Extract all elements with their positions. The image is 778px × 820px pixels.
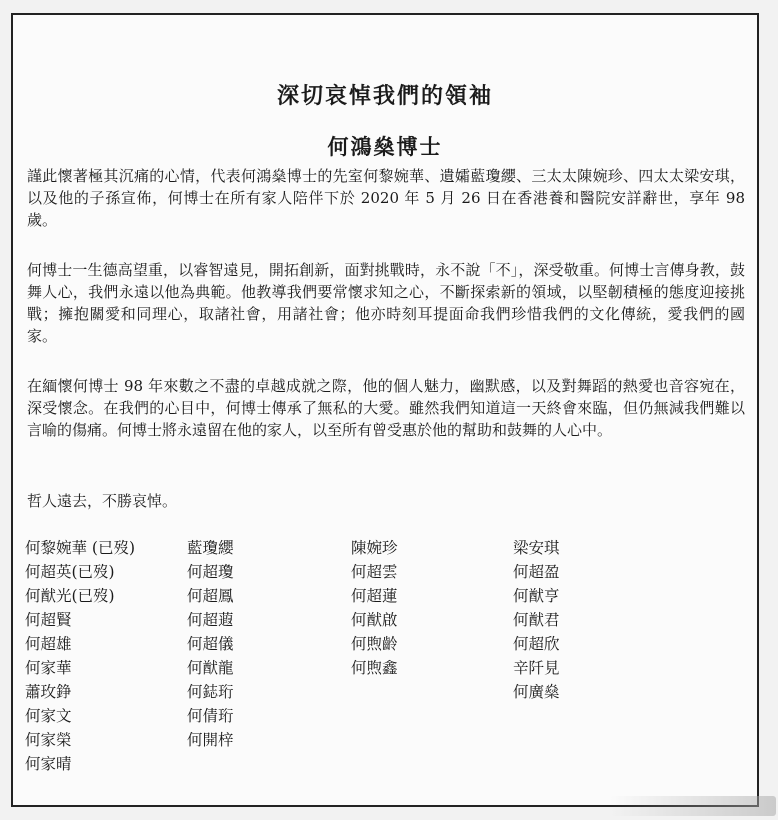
signatory-name: 何家文 bbox=[25, 707, 72, 725]
tribute-paragraph: 何博士一生德高望重，以睿智遠見，開拓創新，面對挑戰時，永不說「不」，深受敬重。何博士言傳身教，鼓舞人心，我們永遠以他為典範。他教導我們要常懷求知之心，不斷探索新的領域，以堅韌積極的態度迎接挑戰；擁抱關愛和同理心，取諸社會，用諸社會；他亦時刻耳提面命我們珍惜我們的文化傳統，愛我們的國家。 bbox=[27, 261, 745, 345]
notice-subtitle: 何鴻燊博士 bbox=[327, 134, 443, 159]
signatory-column-4 bbox=[513, 536, 560, 704]
signatory-column-1 bbox=[25, 536, 135, 776]
signatory-name: 何煦齡 bbox=[351, 635, 398, 653]
signatory-name: 何猷啟 bbox=[351, 611, 398, 629]
signatory-name: 何超鳳 bbox=[187, 587, 234, 605]
announcement-paragraph: 謹此懷著極其沉痛的心情，代表何鴻燊博士的先室何黎婉華、遺孀藍瓊纓、三太太陳婉珍、四太太梁安琪，以及他的子孫宣佈，何博士在所有家人陪伴下於 2020 年 5 月 26 日在香港養和醫院安詳辭世，享年 98 歲。 bbox=[27, 167, 745, 229]
signatory-name: 何超瓊 bbox=[187, 563, 234, 581]
signatory-name: 藍瓊纓 bbox=[187, 539, 234, 557]
signatory-name: 何廣燊 bbox=[513, 683, 560, 701]
signatory-name: 何超蕸 bbox=[187, 611, 234, 629]
obituary-notice bbox=[11, 13, 759, 807]
signatory-name: 何家晴 bbox=[25, 755, 72, 773]
signatory-name: 何超雲 bbox=[351, 563, 398, 581]
signatory-name: 何超雄 bbox=[25, 635, 72, 653]
signatory-name: 梁安琪 bbox=[513, 539, 560, 557]
signatory-name: 何家華 bbox=[25, 659, 72, 677]
signatory-name: 何超賢 bbox=[25, 611, 72, 629]
signatory-name: 何猷龍 bbox=[187, 659, 234, 677]
signatory-name: 何猷亨 bbox=[513, 587, 560, 605]
signatory-name: 蕭玫錚 bbox=[25, 683, 72, 701]
signatory-name: 陳婉珍 bbox=[351, 539, 398, 557]
signatory-name: 何猷君 bbox=[513, 611, 560, 629]
signatory-name: 何家榮 bbox=[25, 731, 72, 749]
closing-line: 哲人遠去，不勝哀悼。 bbox=[27, 492, 178, 510]
notice-title: 深切哀悼我們的領袖 bbox=[276, 83, 493, 109]
signatory-name: 何黎婉華 (已歿) bbox=[25, 539, 136, 557]
signatory-column-3 bbox=[351, 536, 398, 680]
remembrance-paragraph: 在緬懷何博士 98 年來數之不盡的卓越成就之際，他的個人魅力，幽默感，以及對舞蹈的熱愛也音容宛在，深受懷念。在我們的心目中，何博士傳承了無私的大愛。雖然我們知道這一天終會來臨，但仍無減我們難以言喻的傷痛。何博士將永遠留在他的家人，以至所有曾受惠於他的幫助和鼓舞的人心中。 bbox=[27, 377, 745, 439]
signatory-name: 何超儀 bbox=[187, 635, 234, 653]
signatory-name: 何超英(已歿) bbox=[25, 563, 115, 581]
signatory-name: 何超蓮 bbox=[351, 587, 398, 605]
signatory-name: 何倩珩 bbox=[187, 707, 234, 725]
signatory-name: 何猷光(已歿) bbox=[25, 587, 115, 605]
signatory-name: 何開梓 bbox=[187, 731, 234, 749]
signatory-name: 何煦鑫 bbox=[351, 659, 398, 677]
signatory-name: 何超欣 bbox=[513, 635, 560, 653]
signatory-name: 辛阡見 bbox=[513, 659, 560, 677]
signatory-column-2 bbox=[187, 536, 234, 752]
watermark-overlay bbox=[610, 796, 776, 816]
signatory-name: 何鋕珩 bbox=[187, 683, 234, 701]
signatory-name: 何超盈 bbox=[513, 563, 560, 581]
